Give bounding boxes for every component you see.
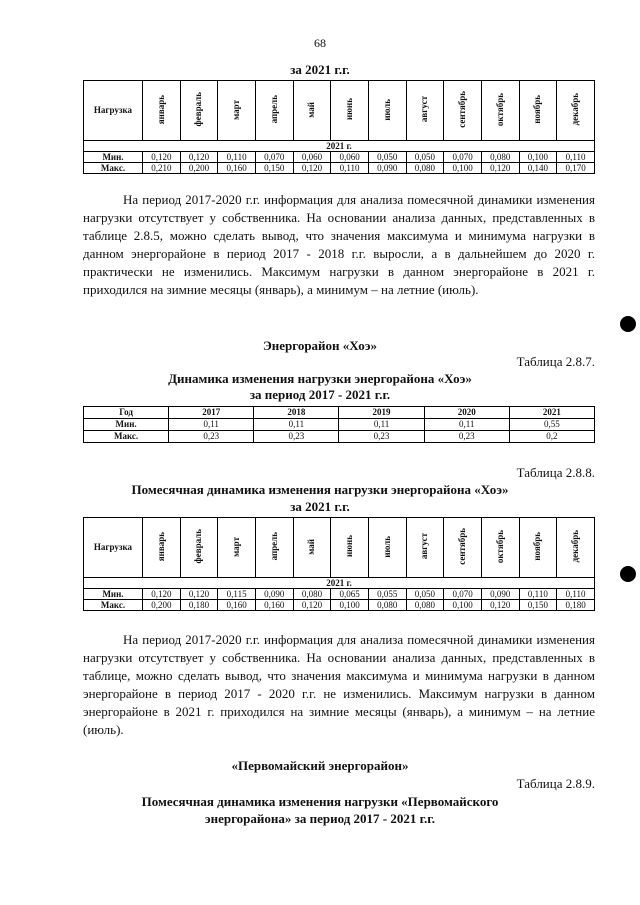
max-value-cell: 0,120 <box>481 600 519 611</box>
month-label: январь <box>155 94 166 125</box>
max-value-cell: 0,080 <box>406 163 444 174</box>
max-value-cell: 0,120 <box>293 163 331 174</box>
row-header-cell: Нагрузка <box>84 518 143 578</box>
month-label: май <box>306 538 317 555</box>
min-value-cell: 0,050 <box>406 589 444 600</box>
month-label: март <box>231 536 242 557</box>
page-number: 68 <box>314 36 326 50</box>
yearly-load-table-hoe <box>83 406 595 443</box>
min-value-cell: 0,110 <box>557 152 595 163</box>
table-2-8-9-title-line1: Помесячная динамика изменения нагрузки «Первомайского <box>141 794 499 809</box>
month-header-cell <box>218 81 256 141</box>
month-header-cell <box>444 81 482 141</box>
month-header-cell <box>481 81 519 141</box>
binder-hole-dot <box>620 566 636 582</box>
month-header-cell <box>368 81 406 141</box>
month-label: февраль <box>193 529 204 564</box>
month-header-cell <box>406 518 444 578</box>
table-2-8-8-title-line1: Помесячная динамика изменения нагрузки энергорайона «Хоэ» <box>131 482 509 497</box>
max-value-cell: 0,090 <box>368 163 406 174</box>
month-label: декабрь <box>570 93 581 126</box>
min-value-cell: 0,100 <box>519 152 557 163</box>
section-title-pervomaisky: «Первомайский энергорайон» <box>231 758 409 773</box>
max-value-cell: 0,210 <box>143 163 181 174</box>
year-row: 2021 г. <box>84 578 595 589</box>
value-cell: 0,23 <box>424 431 509 443</box>
min-value-cell: 0,080 <box>293 589 331 600</box>
min-value-cell: 0,050 <box>406 152 444 163</box>
month-label: март <box>231 99 242 120</box>
month-header-cell <box>255 518 293 578</box>
table-2-8-9-title-line2: энергорайона» за период 2017 - 2021 г.г. <box>204 811 435 826</box>
max-value-cell: 0,160 <box>218 600 256 611</box>
value-cell: 0,11 <box>339 419 424 431</box>
min-value-cell: 0,060 <box>331 152 369 163</box>
month-label: август <box>419 96 430 123</box>
table-2-8-7-label: Таблица 2.8.7. <box>516 354 595 369</box>
value-cell: 0,11 <box>424 419 509 431</box>
max-value-cell: 0,150 <box>255 163 293 174</box>
max-value-cell: 0,180 <box>557 600 595 611</box>
month-label: июнь <box>344 98 355 121</box>
month-header-cell <box>143 518 181 578</box>
max-value-cell: 0,100 <box>444 600 482 611</box>
value-cell: 0,23 <box>254 431 339 443</box>
monthly-load-table-hoe-2021 <box>83 517 595 611</box>
min-value-cell: 0,090 <box>255 589 293 600</box>
max-value-cell: 0,140 <box>519 163 557 174</box>
month-header-cell <box>368 518 406 578</box>
table-2-8-7-title-line1: Динамика изменения нагрузки энергорайона «Хоэ» <box>168 371 472 386</box>
month-label: апрель <box>268 532 279 561</box>
min-value-cell: 0,120 <box>143 589 181 600</box>
month-label: февраль <box>193 92 204 127</box>
min-value-cell: 0,070 <box>444 589 482 600</box>
min-value-cell: 0,090 <box>481 589 519 600</box>
month-label: декабрь <box>570 530 581 563</box>
min-value-cell: 0,065 <box>331 589 369 600</box>
month-header-cell <box>255 81 293 141</box>
month-header-cell <box>331 518 369 578</box>
year-header-cell: 2020 <box>424 407 509 419</box>
month-header-cell <box>557 518 595 578</box>
row-label-cell: Мин. <box>84 419 169 431</box>
month-header-cell <box>180 81 218 141</box>
max-label: Макс. <box>84 163 143 174</box>
max-value-cell: 0,120 <box>481 163 519 174</box>
min-value-cell: 0,060 <box>293 152 331 163</box>
year-header-cell: 2018 <box>254 407 339 419</box>
year-header-cell: 2021 <box>509 407 594 419</box>
month-label: ноябрь <box>532 95 543 124</box>
min-value-cell: 0,110 <box>519 589 557 600</box>
max-value-cell: 0,180 <box>180 600 218 611</box>
table-2-8-9-label: Таблица 2.8.9. <box>516 776 595 791</box>
min-value-cell: 0,080 <box>481 152 519 163</box>
month-label: апрель <box>268 95 279 124</box>
month-label: август <box>419 533 430 560</box>
min-value-cell: 0,070 <box>255 152 293 163</box>
max-value-cell: 0,100 <box>331 600 369 611</box>
max-value-cell: 0,200 <box>180 163 218 174</box>
month-header-cell <box>519 518 557 578</box>
value-cell: 0,23 <box>339 431 424 443</box>
max-value-cell: 0,150 <box>519 600 557 611</box>
binder-hole-dot <box>620 316 636 332</box>
table-2-8-8-title-line2: за 2021 г.г. <box>290 499 350 514</box>
month-header-cell <box>218 518 256 578</box>
min-value-cell: 0,110 <box>557 589 595 600</box>
value-cell: 0,55 <box>509 419 594 431</box>
section-title-hoe: Энергорайон «Хоэ» <box>262 338 378 353</box>
max-value-cell: 0,110 <box>331 163 369 174</box>
month-label: май <box>306 101 317 118</box>
max-value-cell: 0,200 <box>143 600 181 611</box>
month-header-cell <box>143 81 181 141</box>
month-header-cell <box>180 518 218 578</box>
table1-caption: за 2021 г.г. <box>290 62 350 77</box>
month-label: сентябрь <box>457 528 468 565</box>
max-value-cell: 0,160 <box>218 163 256 174</box>
value-cell: 0,11 <box>169 419 254 431</box>
paragraph-1-text: На период 2017-2020 г.г. информация для анализа помесячной динамики изменения нагрузки отсутствует у собственника. На основании анализа данных, представленных в таблице 2.8.5, можно сделать вывод, что значения максимума и минимума нагрузки в данном энергорайоне в период 2017 - 2018 г.г. выросли, а в дальнейшем до 2020 г. практически не изменились. Максимум нагрузки в данном энергорайоне в 2021 г. приходился на зимние месяцы (январь), а минимум – на летние (июль). <box>83 192 595 297</box>
year-header-cell: Год <box>84 407 169 419</box>
max-value-cell: 0,120 <box>293 600 331 611</box>
min-label: Мин. <box>84 152 143 163</box>
monthly-load-table-2021-first <box>83 80 595 174</box>
table-2-8-7-title-line2: за период 2017 - 2021 г.г. <box>249 387 391 402</box>
month-label: сентябрь <box>457 91 468 128</box>
month-header-cell <box>331 81 369 141</box>
paragraph-1 <box>83 191 595 299</box>
month-label: октябрь <box>494 529 505 564</box>
value-cell: 0,2 <box>509 431 594 443</box>
value-cell: 0,23 <box>169 431 254 443</box>
min-value-cell: 0,110 <box>218 152 256 163</box>
min-value-cell: 0,115 <box>218 589 256 600</box>
month-header-cell <box>293 518 331 578</box>
table-2-8-8-label: Таблица 2.8.8. <box>516 465 595 480</box>
month-label: июль <box>381 535 392 558</box>
max-value-cell: 0,160 <box>255 600 293 611</box>
year-header-cell: 2017 <box>169 407 254 419</box>
row-header-cell: Нагрузка <box>84 81 143 141</box>
month-label: январь <box>155 531 166 562</box>
value-cell: 0,11 <box>254 419 339 431</box>
max-value-cell: 0,080 <box>368 600 406 611</box>
month-header-cell <box>293 81 331 141</box>
max-value-cell: 0,100 <box>444 163 482 174</box>
row-label-cell: Макс. <box>84 431 169 443</box>
month-label: июнь <box>344 535 355 558</box>
month-label: ноябрь <box>532 532 543 561</box>
min-value-cell: 0,050 <box>368 152 406 163</box>
max-value-cell: 0,170 <box>557 163 595 174</box>
max-label: Макс. <box>84 600 143 611</box>
month-header-cell <box>444 518 482 578</box>
month-header-cell <box>406 81 444 141</box>
paragraph-2 <box>83 631 595 739</box>
min-value-cell: 0,055 <box>368 589 406 600</box>
max-value-cell: 0,080 <box>406 600 444 611</box>
min-label: Мин. <box>84 589 143 600</box>
min-value-cell: 0,070 <box>444 152 482 163</box>
paragraph-2-text: На период 2017-2020 г.г. информация для анализа помесячной динамики изменения нагрузки отсутствует у собственника. На основании анализа данных, представленных в таблице, можно сделать вывод, что значения максимума и минимума нагрузки в данном энергорайоне в период 2017 - 2020 г.г. не изменились. Максимум нагрузки в данном энергорайоне в 2021 г. приходился на зимние месяцы (январь), а минимум – на летние (июль). <box>83 632 595 737</box>
min-value-cell: 0,120 <box>180 589 218 600</box>
month-label: октябрь <box>494 92 505 127</box>
month-header-cell <box>557 81 595 141</box>
year-row: 2021 г. <box>84 141 595 152</box>
min-value-cell: 0,120 <box>180 152 218 163</box>
year-header-cell: 2019 <box>339 407 424 419</box>
month-label: июль <box>381 98 392 121</box>
month-header-cell <box>481 518 519 578</box>
month-header-cell <box>519 81 557 141</box>
min-value-cell: 0,120 <box>143 152 181 163</box>
